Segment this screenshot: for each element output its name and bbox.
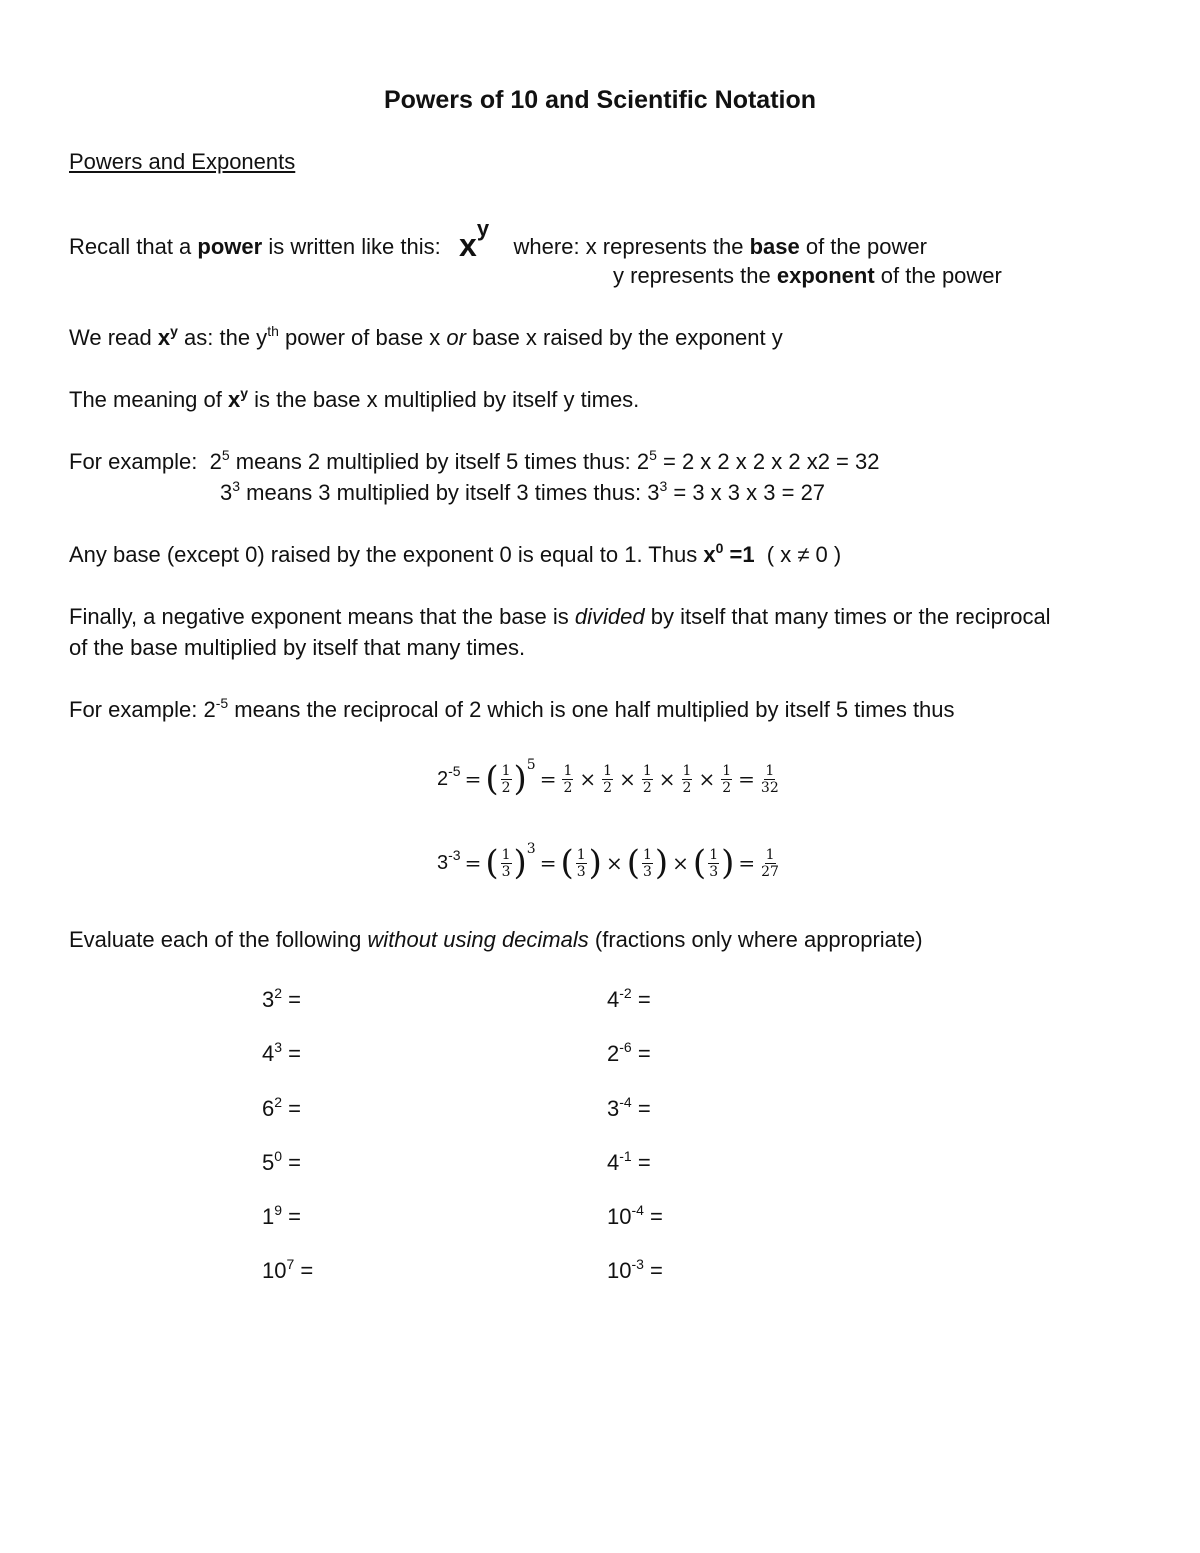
power-expression (228, 387, 248, 412)
times-sign: × (605, 851, 623, 875)
exponent: -3 (631, 1256, 644, 1272)
term-exponent: exponent (776, 263, 875, 288)
negative-line2: of the base multiplied by itself that many times. (69, 635, 526, 660)
base: 3 (262, 987, 275, 1012)
base: 3 (607, 1096, 620, 1121)
exercise-left-3 (262, 1094, 302, 1121)
exercise-right-2 (607, 1039, 651, 1066)
equals: = (294, 1258, 314, 1283)
denominator: 2 (642, 779, 652, 796)
text: For example: (69, 449, 198, 474)
text: = 2 x 2 x 2 x 2 x2 = 32 (656, 449, 880, 474)
numerator: 1 (576, 846, 586, 863)
denominator: 2 (501, 779, 511, 796)
recall-line-2 (613, 265, 1002, 287)
base: x (227, 387, 241, 412)
exponent: -1 (619, 1148, 632, 1164)
ordinal-suffix: th (267, 323, 279, 339)
times-sign: × (658, 767, 676, 791)
exponent: 3 (659, 478, 668, 494)
outer-exponent: 5 (526, 757, 536, 773)
text-italic: or (446, 325, 466, 350)
text: as: the y (177, 325, 268, 350)
denominator: 2 (722, 779, 732, 796)
numerator: 1 (603, 762, 613, 779)
text: The meaning of (69, 387, 228, 412)
equals-sign: = (539, 767, 557, 791)
right-paren: ) (588, 843, 602, 883)
exponent: -3 (448, 846, 461, 863)
left-paren: ( (560, 843, 574, 883)
base: 6 (262, 1096, 275, 1121)
numerator: 1 (722, 762, 732, 779)
base: 10 (607, 1258, 632, 1283)
exercise-left-2 (262, 1039, 302, 1066)
equals-sign: = (464, 851, 482, 875)
base: 2 (209, 449, 222, 474)
exponent: -4 (631, 1202, 644, 1218)
base: 3 (220, 480, 233, 505)
exercise-right-3 (607, 1094, 651, 1121)
outer-exponent: 3 (526, 841, 536, 857)
text: of the power (799, 234, 927, 259)
text: where: x represents the (513, 234, 750, 259)
denominator: 2 (603, 779, 613, 796)
exponent: -4 (619, 1094, 632, 1110)
base: 1 (262, 1204, 275, 1229)
right-paren: ) (654, 843, 669, 883)
base: 3 (437, 851, 449, 874)
text: = 3 x 3 x 3 = 27 (667, 480, 826, 505)
fraction (721, 764, 732, 795)
text: means 2 multiplied by itself 5 times thus: 2 (229, 449, 650, 474)
numerator: 1 (642, 762, 652, 779)
base: 10 (607, 1204, 632, 1229)
example1-line1 (69, 447, 880, 474)
right-paren: ) (513, 759, 527, 799)
equals-sign: = (738, 851, 756, 875)
fraction (562, 764, 573, 795)
result-fraction (761, 764, 779, 795)
text: by itself that many times or the reciprocal (644, 604, 1051, 629)
fraction (708, 848, 719, 879)
times-sign: × (579, 767, 597, 791)
page-title: Powers of 10 and Scientific Notation (383, 86, 817, 114)
exercise-right-4 (607, 1148, 651, 1175)
condition: ( x ≠ 0 ) (754, 542, 842, 567)
numerator: 1 (563, 762, 573, 779)
exponent: 9 (274, 1202, 283, 1218)
equals-one: =1 (723, 542, 755, 567)
exponent: y (170, 323, 178, 339)
text: is written like this: (262, 234, 441, 259)
fraction (642, 848, 653, 879)
exercise-left-4 (262, 1148, 302, 1175)
symbol-exponent: y (476, 216, 490, 241)
base: 2 (607, 1041, 620, 1066)
exercise-left-5 (262, 1202, 302, 1229)
equals: = (282, 1204, 302, 1229)
result-fraction (761, 848, 779, 879)
equals: = (282, 1096, 302, 1121)
fraction (682, 764, 693, 795)
equals-sign: = (738, 767, 755, 791)
exercise-right-1 (607, 985, 651, 1012)
times-sign: × (619, 767, 636, 791)
base: 4 (607, 987, 620, 1012)
fraction (501, 848, 512, 879)
text: We read (69, 325, 158, 350)
fraction (576, 848, 587, 879)
right-paren: ) (513, 843, 527, 883)
exponent: 7 (286, 1256, 295, 1272)
exponent: -5 (215, 695, 229, 711)
zero-exponent-line (69, 540, 842, 567)
equals: = (282, 1041, 302, 1066)
text: y represents the (613, 263, 777, 288)
exercise-right-6 (607, 1256, 663, 1283)
equation-3-neg3 (437, 841, 781, 883)
exponent: 2 (274, 985, 283, 1001)
exercise-left-6 (262, 1256, 314, 1283)
text: power of base x (278, 325, 447, 350)
times-sign: × (698, 767, 716, 791)
exponent: y (240, 385, 249, 401)
equals: = (631, 1150, 651, 1175)
equals: = (631, 987, 651, 1012)
left-paren: ( (485, 843, 499, 883)
exponent: 3 (274, 1039, 283, 1055)
left-paren: ( (485, 759, 499, 799)
left-paren: ( (692, 843, 707, 883)
term-power: power (197, 234, 263, 259)
example2-line (69, 695, 955, 722)
denominator: 32 (760, 779, 779, 796)
right-paren: ) (721, 843, 735, 883)
negative-line1 (69, 606, 1051, 628)
text: Any base (except 0) raised by the exponent 0 is equal to 1. Thus (69, 542, 704, 567)
base: 10 (262, 1258, 287, 1283)
eq-base (437, 762, 461, 791)
exponent: 5 (649, 447, 657, 463)
base: 4 (262, 1041, 275, 1066)
exponent: -5 (448, 762, 461, 779)
evaluate-instructions (69, 929, 923, 951)
meaning-line (69, 385, 640, 412)
denominator: 2 (563, 779, 573, 796)
equals: = (643, 1204, 663, 1229)
text-italic: divided (574, 604, 645, 629)
text: Finally, a negative exponent means that the base is (69, 604, 575, 629)
text: of the power (874, 263, 1002, 288)
denominator: 3 (501, 863, 511, 880)
numerator: 1 (765, 762, 775, 779)
numerator: 1 (765, 846, 775, 863)
equals-sign: = (464, 767, 482, 791)
exponent: -6 (619, 1039, 632, 1055)
exercise-left-1 (262, 985, 302, 1012)
equation-2-neg5 (437, 757, 781, 799)
times-sign: × (672, 851, 689, 875)
fraction (602, 764, 613, 795)
denominator: 3 (642, 863, 652, 880)
numerator: 1 (682, 762, 692, 779)
exponent: 0 (274, 1148, 283, 1164)
text: (fractions only where appropriate) (588, 927, 923, 952)
numerator: 1 (501, 846, 511, 863)
equals: = (282, 987, 302, 1012)
numerator: 1 (642, 846, 652, 863)
eq-base (437, 846, 461, 875)
power-expression (703, 542, 754, 567)
denominator: 2 (682, 779, 692, 796)
base: x (703, 542, 716, 567)
denominator: 3 (576, 863, 586, 880)
text: Evaluate each of the following (69, 927, 368, 952)
power-symbol (459, 216, 490, 263)
example1-line2 (220, 478, 826, 505)
fraction (642, 764, 653, 795)
numerator: 1 (501, 762, 511, 779)
exponent: 3 (232, 478, 241, 494)
equals: = (631, 1096, 651, 1121)
power-expression (158, 325, 178, 350)
base: x (157, 325, 171, 350)
base: 2 (437, 767, 449, 790)
text: is the base x multiplied by itself y times. (248, 387, 640, 412)
text: means the reciprocal of 2 which is one half multiplied by itself 5 times thus (228, 697, 955, 722)
denominator: 3 (709, 863, 719, 880)
base: 4 (607, 1150, 620, 1175)
equals: = (282, 1150, 302, 1175)
denominator: 27 (761, 863, 779, 880)
text-italic: without using decimals (367, 927, 589, 952)
read-line (69, 323, 783, 350)
text: base x raised by the exponent y (465, 325, 783, 350)
numerator: 1 (709, 846, 719, 863)
base: 5 (262, 1150, 275, 1175)
symbol-base: x (459, 227, 477, 263)
equals: = (631, 1041, 651, 1066)
left-paren: ( (626, 843, 640, 883)
exponent: 2 (274, 1094, 283, 1110)
exponent: 0 (715, 540, 724, 556)
recall-line (69, 216, 927, 263)
section-heading: Powers and Exponents (69, 149, 296, 174)
text: For example: 2 (69, 697, 216, 722)
exponent: -2 (619, 985, 632, 1001)
equals-sign: = (539, 851, 557, 875)
text: means 3 multiplied by itself 3 times thus: 3 (240, 480, 660, 505)
exercise-right-5 (607, 1202, 663, 1229)
text: Recall that a (69, 234, 198, 259)
term-base: base (749, 234, 800, 259)
exponent: 5 (221, 447, 230, 463)
fraction (501, 764, 512, 795)
equals: = (643, 1258, 663, 1283)
